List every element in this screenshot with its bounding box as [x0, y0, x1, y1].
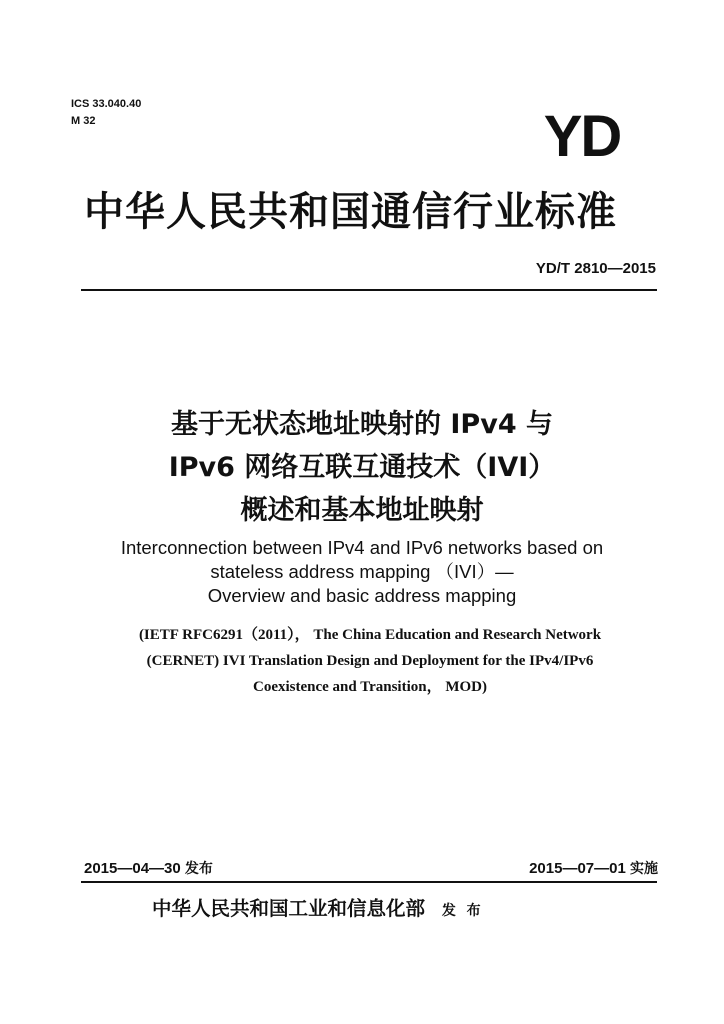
equivalence-note-line-3: Coexistence and Transition， MOD) [252, 679, 488, 695]
chinese-title [0, 403, 724, 532]
release-date: 2015—04—30 [84, 860, 181, 877]
english-title [0, 536, 724, 608]
publisher-name: 中华人民共和国工业和信息化部 [152, 897, 426, 920]
chinese-title-line-1: 基于无状态地址映射的 IPv4 与 [170, 409, 554, 440]
english-title-line-3: Overview and basic address mapping [207, 585, 517, 606]
chinese-title-line-2: IPv6 网络互联互通技术（IVI） [168, 452, 556, 483]
implement-label: 实施 [630, 861, 658, 877]
standard-number: YD/T 2810—2015 [535, 260, 656, 277]
implement-date-block [529, 858, 658, 878]
issue-label: 发 布 [441, 903, 484, 919]
yd-logo [534, 104, 630, 164]
publisher-line [152, 893, 592, 921]
footer-divider [81, 881, 657, 883]
equivalence-note-line-2: (CERNET) IVI Translation Design and Deployment for the IPv4/IPv6 [146, 653, 594, 669]
yd-logo-graphic [534, 104, 630, 164]
ccs-code: M 32 [71, 115, 96, 127]
implement-date: 2015—07—01 [529, 860, 626, 877]
release-date-block [84, 858, 213, 878]
english-title-line-1: Interconnection between IPv4 and IPv6 networks based on [120, 537, 604, 558]
classification-codes [71, 96, 141, 130]
ics-code: ICS 33.040.40 [71, 98, 142, 110]
standard-category-title: 中华人民共和国通信行业标准 [84, 189, 617, 235]
chinese-title-line-3: 概述和基本地址映射 [240, 495, 484, 526]
equivalence-note [0, 622, 724, 700]
release-label: 发布 [184, 861, 213, 877]
header-divider [81, 289, 657, 291]
english-title-line-2: stateless address mapping （IVI）— [210, 561, 514, 582]
equivalence-note-line-1: (IETF RFC6291（2011）， The China Education and Research Network [138, 627, 602, 643]
logo-text: YD [543, 104, 621, 164]
